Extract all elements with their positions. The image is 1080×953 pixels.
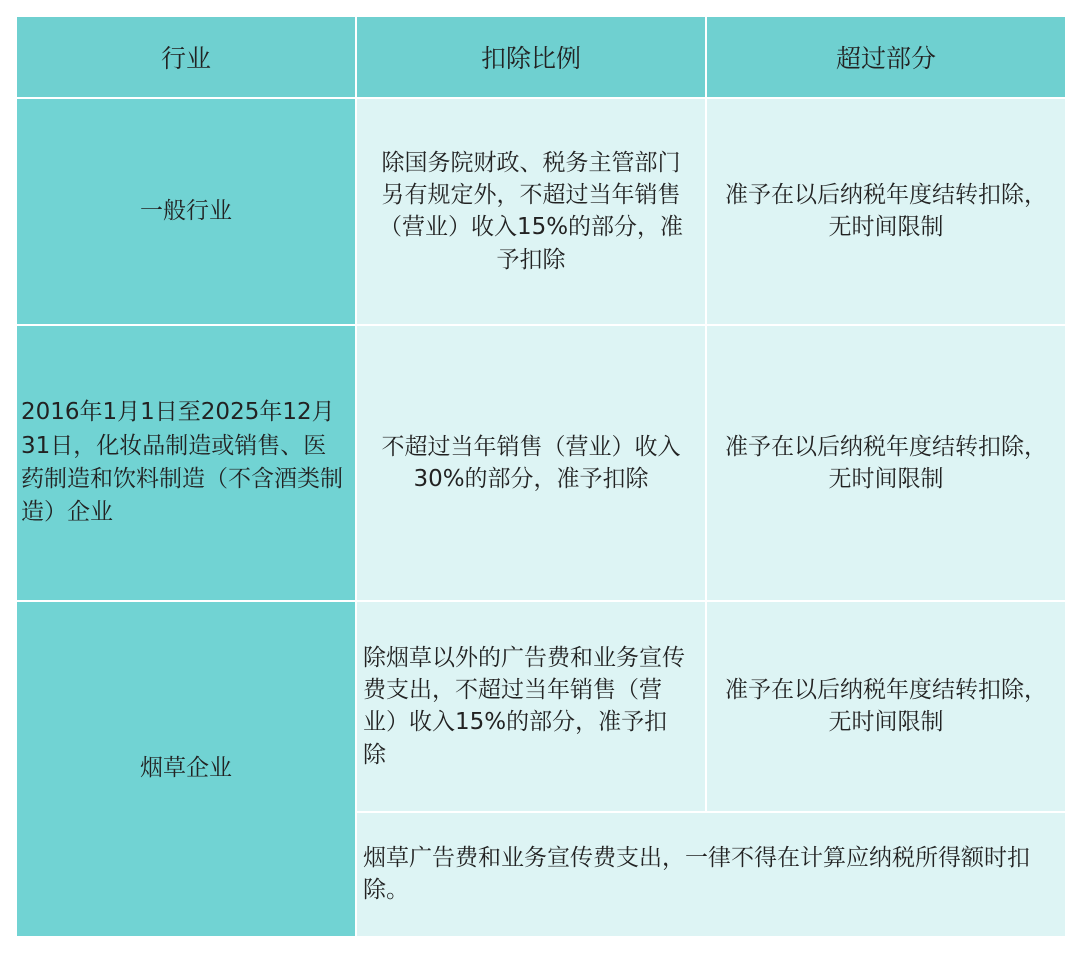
industry-cell-tobacco: 烟草企业 (16, 601, 356, 937)
header-deduction-ratio: 扣除比例 (356, 16, 706, 98)
ratio-cell-general: 除国务院财政、税务主管部门另有规定外，不超过当年销售（营业）收入15%的部分，准予扣除 (356, 98, 706, 324)
table-row (16, 601, 1066, 811)
tobacco-note-cell: 烟草广告费和业务宣传费支出，一律不得在计算应纳税所得额时扣除。 (356, 812, 1066, 937)
deduction-table (15, 15, 1067, 938)
industry-cell-general: 一般行业 (16, 98, 356, 324)
table-row (16, 325, 1066, 602)
excess-cell-tobacco: 准予在以后纳税年度结转扣除，无时间限制 (706, 601, 1066, 811)
excess-cell-general: 准予在以后纳税年度结转扣除，无时间限制 (706, 98, 1066, 324)
ratio-cell-cosmetics: 不超过当年销售（营业）收入30%的部分，准予扣除 (356, 325, 706, 602)
header-industry: 行业 (16, 16, 356, 98)
header-excess-part: 超过部分 (706, 16, 1066, 98)
table-row (16, 98, 1066, 324)
industry-cell-cosmetics: 2016年1月1日至2025年12月31日，化妆品制造或销售、医药制造和饮料制造（不含酒类制造）企业 (16, 325, 356, 602)
ratio-cell-tobacco: 除烟草以外的广告费和业务宣传费支出，不超过当年销售（营业）收入15%的部分，准予扣除 (356, 601, 706, 811)
excess-cell-cosmetics: 准予在以后纳税年度结转扣除，无时间限制 (706, 325, 1066, 602)
header-row (16, 16, 1066, 98)
